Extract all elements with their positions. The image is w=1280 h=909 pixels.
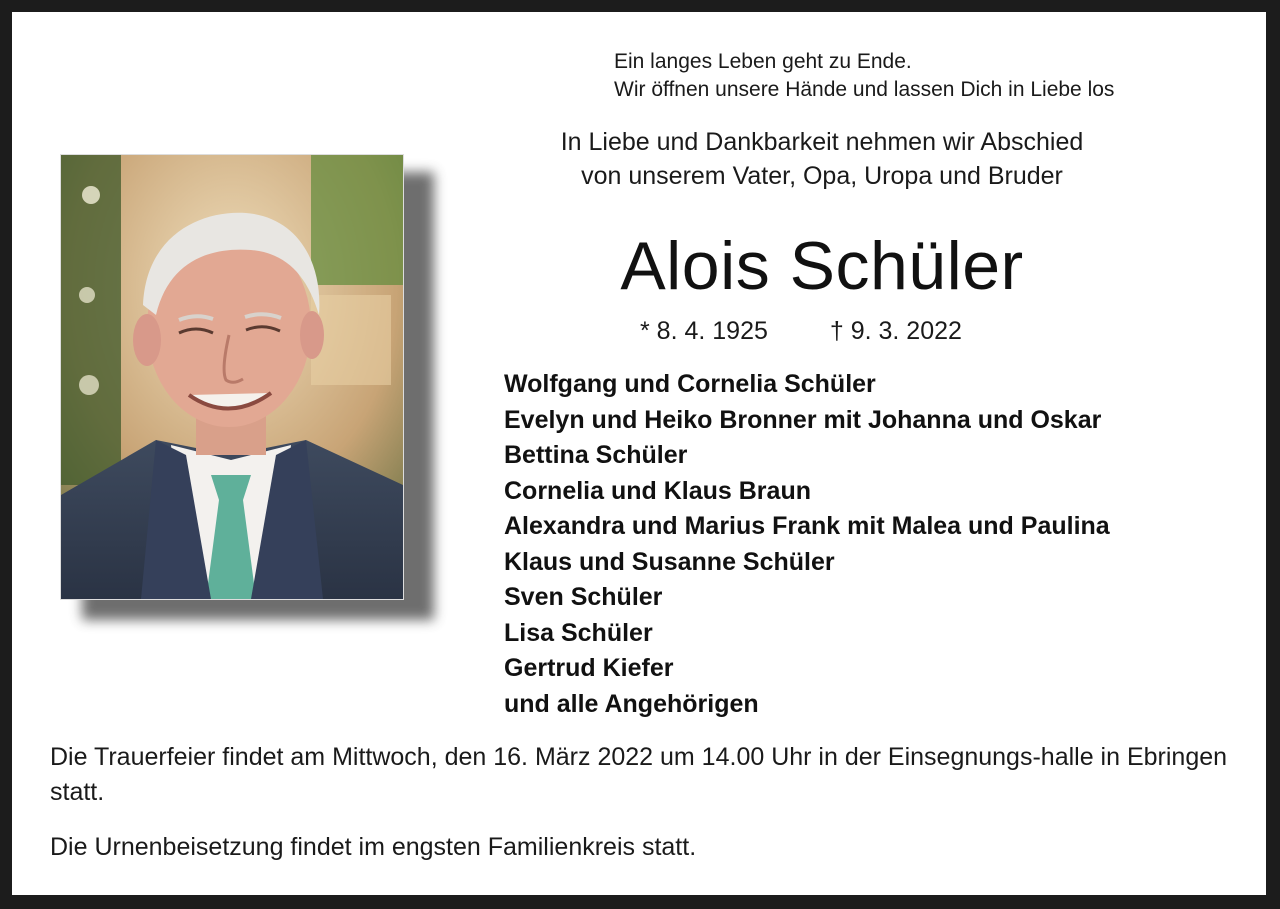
mourner-entry: Evelyn und Heiko Bronner mit Johanna und Oskar [504, 405, 1102, 434]
funeral-notice: Die Trauerfeier findet am Mittwoch, den 16. März 2022 um 14.00 Uhr in der Einsegnungs-halle in Ebringen statt. [50, 743, 1228, 806]
mourner-entry: Sven Schüler [504, 583, 663, 611]
motto [614, 48, 1114, 104]
obituary-notice [12, 12, 1266, 895]
mourner-entry: Alexandra und Marius Frank mit Malea und Paulina [504, 512, 1110, 540]
mourner-entry: und alle Angehörigen [504, 689, 759, 718]
mourner-entry: Lisa Schüler [504, 618, 653, 647]
mourner-entry: Gertrud Kiefer [504, 654, 674, 682]
motto-line-2: Wir öffnen unsere Hände und lassen Dich in Liebe los [614, 78, 1115, 101]
intro-text [432, 125, 1212, 193]
life-dates [640, 314, 962, 348]
portrait-illustration [61, 155, 403, 599]
death-date: † 9. 3. 2022 [829, 317, 962, 345]
portrait-photo [60, 154, 404, 600]
motto-line-1: Ein langes Leben geht zu Ende. [614, 50, 912, 73]
mourners-list [504, 367, 1110, 722]
birth-date: * 8. 4. 1925 [640, 317, 768, 345]
intro-line-1: In Liebe und Dankbarkeit nehmen wir Abschied [560, 128, 1084, 156]
mourner-entry: Wolfgang und Cornelia Schüler [504, 370, 876, 398]
mourner-entry: Cornelia und Klaus Braun [504, 476, 811, 505]
deceased-name: Alois Schüler [620, 228, 1024, 304]
mourner-entry: Bettina Schüler [504, 441, 688, 469]
mourner-entry: Klaus und Susanne Schüler [504, 547, 835, 576]
urn-burial-notice: Die Urnenbeisetzung findet im engsten Familienkreis statt. [50, 833, 697, 861]
intro-line-2: von unserem Vater, Opa, Uropa und Bruder [581, 162, 1063, 190]
